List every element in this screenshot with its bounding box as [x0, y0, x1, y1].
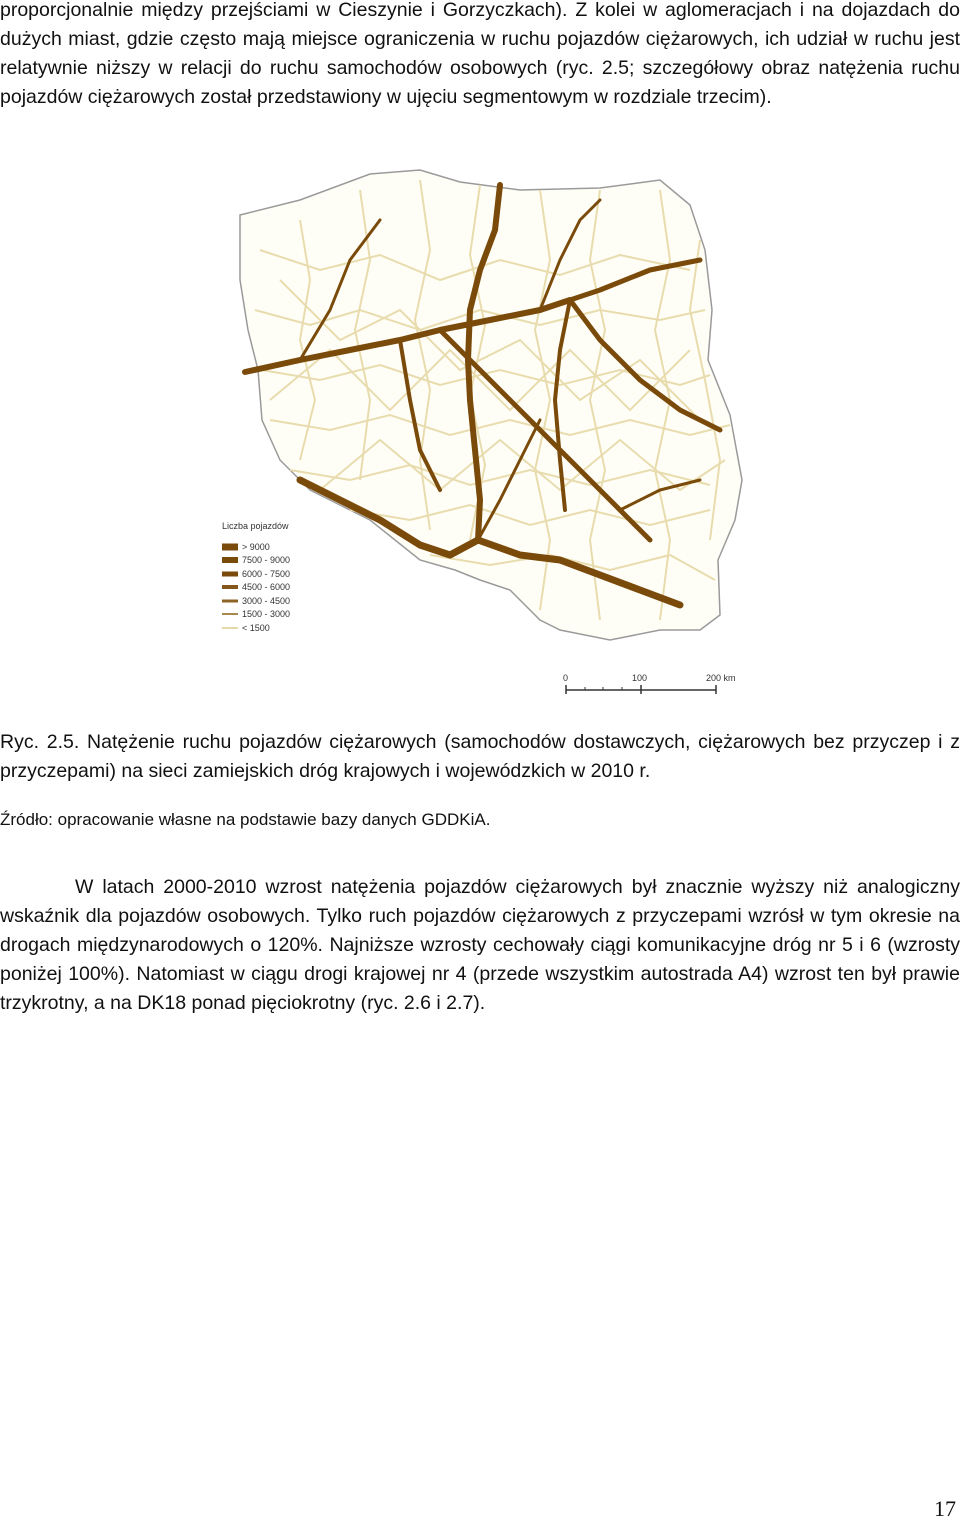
- page-number: 17: [934, 1496, 956, 1521]
- legend-item: [222, 569, 290, 579]
- legend-item: [222, 582, 290, 592]
- legend-item: [222, 555, 290, 565]
- traffic-map-figure: [0, 160, 960, 700]
- figure-source: Źródło: opracowanie własne na podstawie bazy danych GDDKiA.: [0, 810, 491, 829]
- body-paragraph: W latach 2000-2010 wzrost natężenia pojazdów ciężarowych był znacznie wyższy niż analogiczny wskaźnik dla pojazdów osobowych. Tylko ruch pojazdów ciężarowych z przyczepami wzrósł w tym okresie na drogach międzynarodowych o 120%. Najniższe wzrosty cechowały ciągi komunikacyjne dróg nr 5 i 6 (wzrosty poniżej 100%). Natomiast w ciągu drogi krajowej nr 4 (przede wszystkim autostrada A4) wzrost ten był prawie trzykrotny, a na DK18 ponad pięciokrotny (ryc. 2.6 i 2.7).: [0, 876, 960, 1014]
- legend-title: Liczba pojazdów: [222, 521, 289, 531]
- map-legend: [222, 521, 290, 633]
- figure-caption: Ryc. 2.5. Natężenie ruchu pojazdów ciężarowych (samochodów dostawczych, ciężarowych bez przyczep i z przyczepami) na sieci zamiejskich dróg krajowych i wojewódzkich w 2010 r.: [0, 731, 960, 782]
- svg-text:< 1500: < 1500: [242, 623, 270, 633]
- legend-item: [222, 609, 290, 619]
- scale-bar: [563, 673, 736, 694]
- legend-item: [222, 596, 290, 606]
- svg-text:> 9000: > 9000: [242, 542, 270, 552]
- legend-item: [222, 623, 270, 633]
- svg-text:7500 - 9000: 7500 - 9000: [242, 555, 291, 565]
- scale-label-100: 100: [632, 673, 648, 683]
- svg-text:4500 - 6000: 4500 - 6000: [242, 582, 291, 592]
- svg-text:6000 - 7500: 6000 - 7500: [242, 569, 291, 579]
- scale-label-200: 200 km: [706, 673, 736, 683]
- scale-label-0: 0: [563, 673, 569, 683]
- poland-road-traffic-map: [0, 160, 960, 700]
- svg-text:1500 - 3000: 1500 - 3000: [242, 609, 291, 619]
- svg-text:3000 - 4500: 3000 - 4500: [242, 596, 291, 606]
- legend-item: [222, 542, 270, 552]
- intro-paragraph: proporcjonalnie między przejściami w Cieszynie i Gorzyczkach). Z kolei w aglomeracjach i na dojazdach do dużych miast, gdzie często mają miejsce ograniczenia w ruchu pojazdów ciężarowych, ich udział w ruchu jest relatywnie niższy w relacji do ruchu samochodów osobowych (ryc. 2.5; szczegółowy obraz natężenia ruchu pojazdów ciężarowych został przedstawiony w ujęciu segmentowym w rozdziale trzecim).: [0, 0, 960, 108]
